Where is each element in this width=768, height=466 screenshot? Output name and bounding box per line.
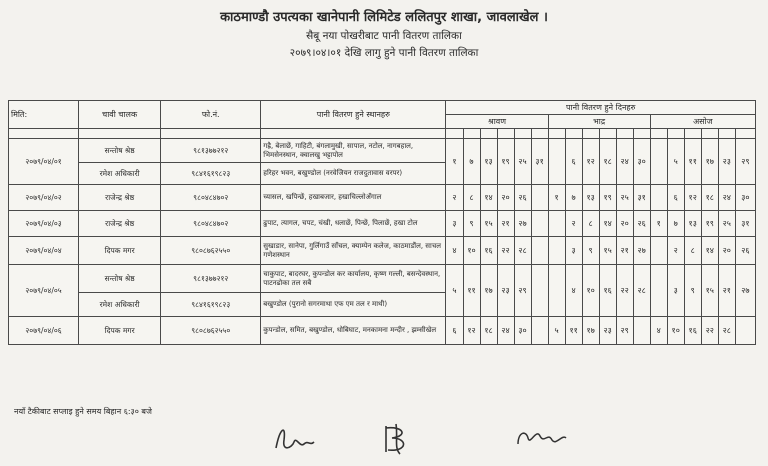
locations-cell: सुखाडार, सानेपा, गुर्लिगाउँ साँचल, क्याम्पेन कलेज, काठमाडौंल, साचल गणेशस्थान (261, 237, 446, 265)
phone-cell: ९८४१६१९८२३ (161, 163, 261, 185)
day-cell: ३ (446, 211, 463, 237)
day-cell (531, 317, 548, 345)
day-cell: १८ (701, 185, 718, 211)
day-cell: १९ (497, 139, 514, 185)
day-cell: २६ (735, 237, 755, 265)
day-cell: १८ (480, 317, 497, 345)
day-cell: ३१ (633, 185, 650, 211)
day-cell: १ (446, 139, 463, 185)
day-cell: ३ (667, 265, 684, 317)
day-cell: १ (548, 185, 565, 211)
day-cell: ३१ (735, 211, 755, 237)
operator-cell: दिपक मगर (79, 237, 161, 265)
day-cell: २३ (718, 139, 735, 185)
day-cell: २१ (497, 211, 514, 237)
day-cell: २१ (616, 237, 633, 265)
document-effective-date: २०७९।०४।०१ देखि लागु हुने पानी वितरण तालिका (289, 47, 479, 59)
day-cell: ४ (650, 317, 667, 345)
date-cell: २०७९/०४/०१ (9, 139, 79, 185)
day-cell: ११ (463, 265, 480, 317)
phone-cell: ९८१३७७२१२ (161, 265, 261, 293)
day-cell: ३० (735, 185, 755, 211)
day-cell: ३ (565, 237, 582, 265)
document-title: काठमाण्डौ उपत्यका खानेपानी लिमिटेड ललितपुर शाखा, जावलाखेल । (220, 10, 548, 25)
day-cell: १३ (480, 139, 497, 185)
day-cell: २८ (514, 237, 531, 265)
table-row (9, 317, 756, 345)
day-cell: ९ (582, 237, 599, 265)
date-cell: २०७९/०४/०५ (9, 265, 79, 317)
day-cell: ५ (446, 265, 463, 317)
day-cell (548, 237, 565, 265)
signature-2 (378, 418, 418, 458)
day-cell: १९ (599, 185, 616, 211)
phone-cell: ९८४१६१९८२३ (161, 293, 261, 317)
phone-cell: ९८०४८४७०२ (161, 185, 261, 211)
header-month-asoj: असोज (650, 115, 755, 129)
day-cell: २ (565, 211, 582, 237)
day-cell: १८ (599, 139, 616, 185)
day-cell (548, 139, 565, 185)
day-cell: १५ (701, 265, 718, 317)
day-cell: १३ (684, 211, 701, 237)
day-cell: ७ (667, 211, 684, 237)
locations-cell: चाकुपाट, बादरघर, कुपन्डोल कर कार्यालय, कृष्ण गल्ली, बसन्देवस्थान, पाटनढोका तल सबै (261, 265, 446, 293)
operator-cell: राजेन्द्र श्रेष्ठ (79, 211, 161, 237)
header-month-bhadra: भाद्र (548, 115, 650, 129)
day-cell: ३० (633, 139, 650, 185)
day-cell: ६ (667, 185, 684, 211)
phone-cell: ९८०८७६२५५० (161, 237, 261, 265)
day-cell (531, 211, 548, 237)
day-cell (633, 317, 650, 345)
day-cell: १७ (582, 317, 599, 345)
date-cell: २०७९/०४/०६ (9, 317, 79, 345)
day-cell: २५ (616, 185, 633, 211)
document-header (0, 8, 768, 62)
day-cell (650, 237, 667, 265)
locations-cell: ढुपाट, त्यागल, चपट, चंखी, धलाछें, पिन्छें, पिलाछें, हखा टोल (261, 211, 446, 237)
day-cell (548, 265, 565, 317)
day-cell: २८ (633, 265, 650, 317)
day-cell: ३० (514, 317, 531, 345)
day-cell (650, 185, 667, 211)
date-cell: २०७९/०४/०२ (9, 185, 79, 211)
header-date: मिति: (9, 101, 79, 129)
operator-cell: राजेन्द्र श्रेष्ठ (79, 185, 161, 211)
day-cell: २२ (701, 317, 718, 345)
header-month-shrawan: श्रावण (446, 115, 548, 129)
day-cell: १६ (684, 317, 701, 345)
table-row (9, 265, 756, 293)
header-distribution-days: पानी वितरण हुने दिनहरु (446, 101, 756, 115)
day-cell: २ (667, 237, 684, 265)
day-cell: २९ (616, 317, 633, 345)
day-cell: २७ (633, 237, 650, 265)
signature-1 (270, 418, 320, 458)
day-cell: २२ (616, 265, 633, 317)
distribution-schedule-table (8, 100, 756, 345)
day-cell: २९ (735, 139, 755, 185)
day-cell: ११ (684, 139, 701, 185)
day-cell: ४ (565, 265, 582, 317)
day-cell: २० (718, 237, 735, 265)
locations-cell: कुपन्डोल, समित, बखुण्डोल, धोबिघाट, मनकामना मन्दीर , झम्सीखेल (261, 317, 446, 345)
operator-cell: रमेश अधिकारी (79, 163, 161, 185)
day-cell: १३ (582, 185, 599, 211)
locations-cell: बखुण्डोल (पुरानो सगरमाथा एफ एम तल र माथी) (261, 293, 446, 317)
day-cell: ९ (684, 265, 701, 317)
day-cell: ५ (548, 317, 565, 345)
day-cell: १७ (480, 265, 497, 317)
day-cell: २६ (514, 185, 531, 211)
day-cell: ५ (667, 139, 684, 185)
operator-cell: सन्तोष श्रेष्ठ (79, 265, 161, 293)
day-cell: १९ (701, 211, 718, 237)
day-cell: १४ (599, 211, 616, 237)
day-cell: ७ (463, 139, 480, 185)
day-cell: १० (582, 265, 599, 317)
day-cell (650, 265, 667, 317)
day-cell: २८ (718, 317, 735, 345)
day-cell: १० (463, 237, 480, 265)
day-cell: २७ (514, 211, 531, 237)
table-row (9, 211, 756, 237)
day-cell: १२ (463, 317, 480, 345)
header-locations: पानी वितरण हुने स्थानहरु (261, 101, 446, 129)
day-cell: २० (616, 211, 633, 237)
day-cell: ८ (463, 185, 480, 211)
day-cell: २३ (497, 265, 514, 317)
table-row (9, 185, 756, 211)
locations-cell: गह्रै, बेलाछें, गाहिटी, बंगलामुखी, सापाल, नटोल, नागबहाल, भिमसेनस्थान, क्वालखु भट्टापोल (261, 139, 446, 163)
locations-cell: च्यासल, खपिन्छें, हखाबजार, हखाचिल्लोअँगाल (261, 185, 446, 211)
table-row (9, 139, 756, 163)
date-cell: २०७९/०४/०३ (9, 211, 79, 237)
day-cell: १४ (480, 185, 497, 211)
day-cell: ७ (565, 185, 582, 211)
day-cell: १४ (701, 237, 718, 265)
document-subtitle: सैबू नया पोखरीबाट पानी वितरण तालिका (306, 30, 462, 42)
day-cell: २१ (718, 265, 735, 317)
day-cell: २ (446, 185, 463, 211)
day-cell: ४ (446, 237, 463, 265)
day-cell: १२ (582, 139, 599, 185)
day-cell (531, 237, 548, 265)
day-cell: १० (667, 317, 684, 345)
day-cell (531, 265, 548, 317)
header-operator: चावी चालक (79, 101, 161, 129)
day-cell: २४ (718, 185, 735, 211)
operator-cell: सन्तोष श्रेष्ठ (79, 139, 161, 163)
phone-cell: ९८१३७७२१२ (161, 139, 261, 163)
day-cell: २७ (735, 265, 755, 317)
day-cell: ८ (684, 237, 701, 265)
supply-time-note: नयाँ टैकीबाट सप्लाइ हुने समय बिहान ६:३० बजे (14, 407, 152, 416)
day-cell: १६ (480, 237, 497, 265)
day-cell (650, 139, 667, 185)
day-cell: १७ (701, 139, 718, 185)
day-cell: २४ (616, 139, 633, 185)
day-cell: १६ (599, 265, 616, 317)
day-cell: २५ (718, 211, 735, 237)
header-phone: फो.नं. (161, 101, 261, 129)
phone-cell: ९८०८७६२५५० (161, 317, 261, 345)
day-cell: ६ (446, 317, 463, 345)
day-cell (531, 185, 548, 211)
day-cell: २३ (599, 317, 616, 345)
day-cell: १५ (480, 211, 497, 237)
signature-3 (512, 420, 572, 456)
date-cell: २०७९/०४/०४ (9, 237, 79, 265)
day-cell: २६ (633, 211, 650, 237)
day-cell: ६ (565, 139, 582, 185)
locations-cell: हरिहर भवन, बखुण्डोल (नरवेजियन राजदुतावास वरपर) (261, 163, 446, 185)
day-cell: ११ (565, 317, 582, 345)
day-cell: ८ (582, 211, 599, 237)
day-cell: १२ (684, 185, 701, 211)
day-cell (548, 211, 565, 237)
day-cell: २५ (514, 139, 531, 185)
day-cell: २२ (497, 237, 514, 265)
day-cell: १ (650, 211, 667, 237)
day-cell: २० (497, 185, 514, 211)
operator-cell: दिपक मगर (79, 317, 161, 345)
day-cell: ३१ (531, 139, 548, 185)
day-cell: २४ (497, 317, 514, 345)
day-cell: १५ (599, 237, 616, 265)
phone-cell: ९८०४८४७०२ (161, 211, 261, 237)
table-row (9, 237, 756, 265)
day-cell: २९ (514, 265, 531, 317)
operator-cell: रमेश अधिकारी (79, 293, 161, 317)
day-cell (735, 317, 755, 345)
day-cell: ९ (463, 211, 480, 237)
